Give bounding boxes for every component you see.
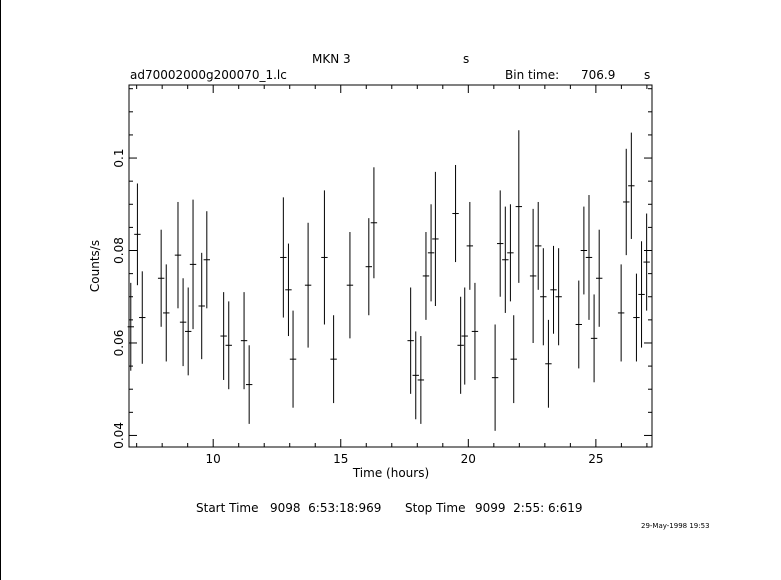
data-point [347,232,353,338]
stop-time-value: 9099 2:55: 6:619 [475,501,583,515]
x-tick-labels [206,452,604,466]
data-point [321,190,327,324]
data-point [586,195,592,320]
data-point [545,320,551,408]
data-point [516,130,522,283]
bin-time-value: 706.9 [581,68,616,82]
data-point [204,211,210,308]
data-point [190,200,196,329]
data-point [175,202,181,308]
y-tick-label: 0.1 [112,148,126,168]
data-point [199,253,205,359]
start-time-label: Start Time [196,501,259,515]
data-point [413,331,419,419]
y-tick-label: 0.06 [112,329,126,357]
data-point [511,315,517,403]
data-point [596,230,602,327]
data-point [226,301,232,389]
data-point [163,264,169,361]
data-point [452,165,458,262]
file-name: ad70002000g200070_1.lc [130,68,287,82]
x-tick-label: 15 [333,452,349,466]
data-point [180,278,186,366]
data-point [330,315,336,403]
data-point [462,287,468,384]
chart-title: MKN 3 [312,52,351,66]
data-point [366,218,372,315]
data-point [633,274,639,362]
data-point [618,264,624,361]
data-point [185,287,191,375]
data-point [457,297,463,394]
y-axis-label: Counts/s [88,239,102,293]
data-point [418,336,424,424]
data-point [497,190,503,296]
data-point [134,183,140,285]
data-point [581,207,587,295]
x-tick-label: 10 [205,452,221,466]
data-point [507,204,513,301]
data-point [290,311,296,408]
data-point [280,197,286,317]
stop-time-label: Stop Time [405,501,466,515]
data-point [158,230,164,327]
data-point [428,204,434,301]
x-tick-label: 25 [588,452,604,466]
data-points [128,130,650,431]
data-point [591,294,597,382]
data-point [638,241,644,347]
data-point [540,248,546,345]
x-axis-label: Time (hours) [352,466,430,480]
data-point [576,281,582,369]
data-point [432,172,438,306]
data-point [623,149,629,255]
data-point [220,292,226,380]
bin-time-unit: s [644,68,651,82]
y-tick-labels [112,149,126,449]
x-tick-label: 20 [460,452,476,466]
data-point [472,283,478,380]
data-point [305,223,311,348]
data-point [246,345,252,424]
y-tick-label: 0.08 [112,237,126,264]
data-point [407,287,413,393]
data-point [535,202,541,290]
data-point [492,324,498,430]
data-point [643,214,649,311]
bin-time-label: Bin time: [505,68,560,82]
data-point [371,167,377,278]
data-point [139,271,145,363]
title-unit: s [463,52,470,66]
plot-frame [129,85,652,447]
data-point [628,133,634,239]
data-point [502,207,508,313]
data-point [530,209,536,343]
start-time-value: 9098 6:53:18:969 [270,501,382,515]
data-point [423,232,429,320]
plot-timestamp: 29-May-1998 19:53 [641,522,710,530]
y-tick-label: 0.04 [112,422,126,449]
data-point [555,248,561,345]
data-point [241,292,247,389]
axis-ticks [129,85,652,447]
data-point [550,246,556,334]
data-point [467,202,473,290]
